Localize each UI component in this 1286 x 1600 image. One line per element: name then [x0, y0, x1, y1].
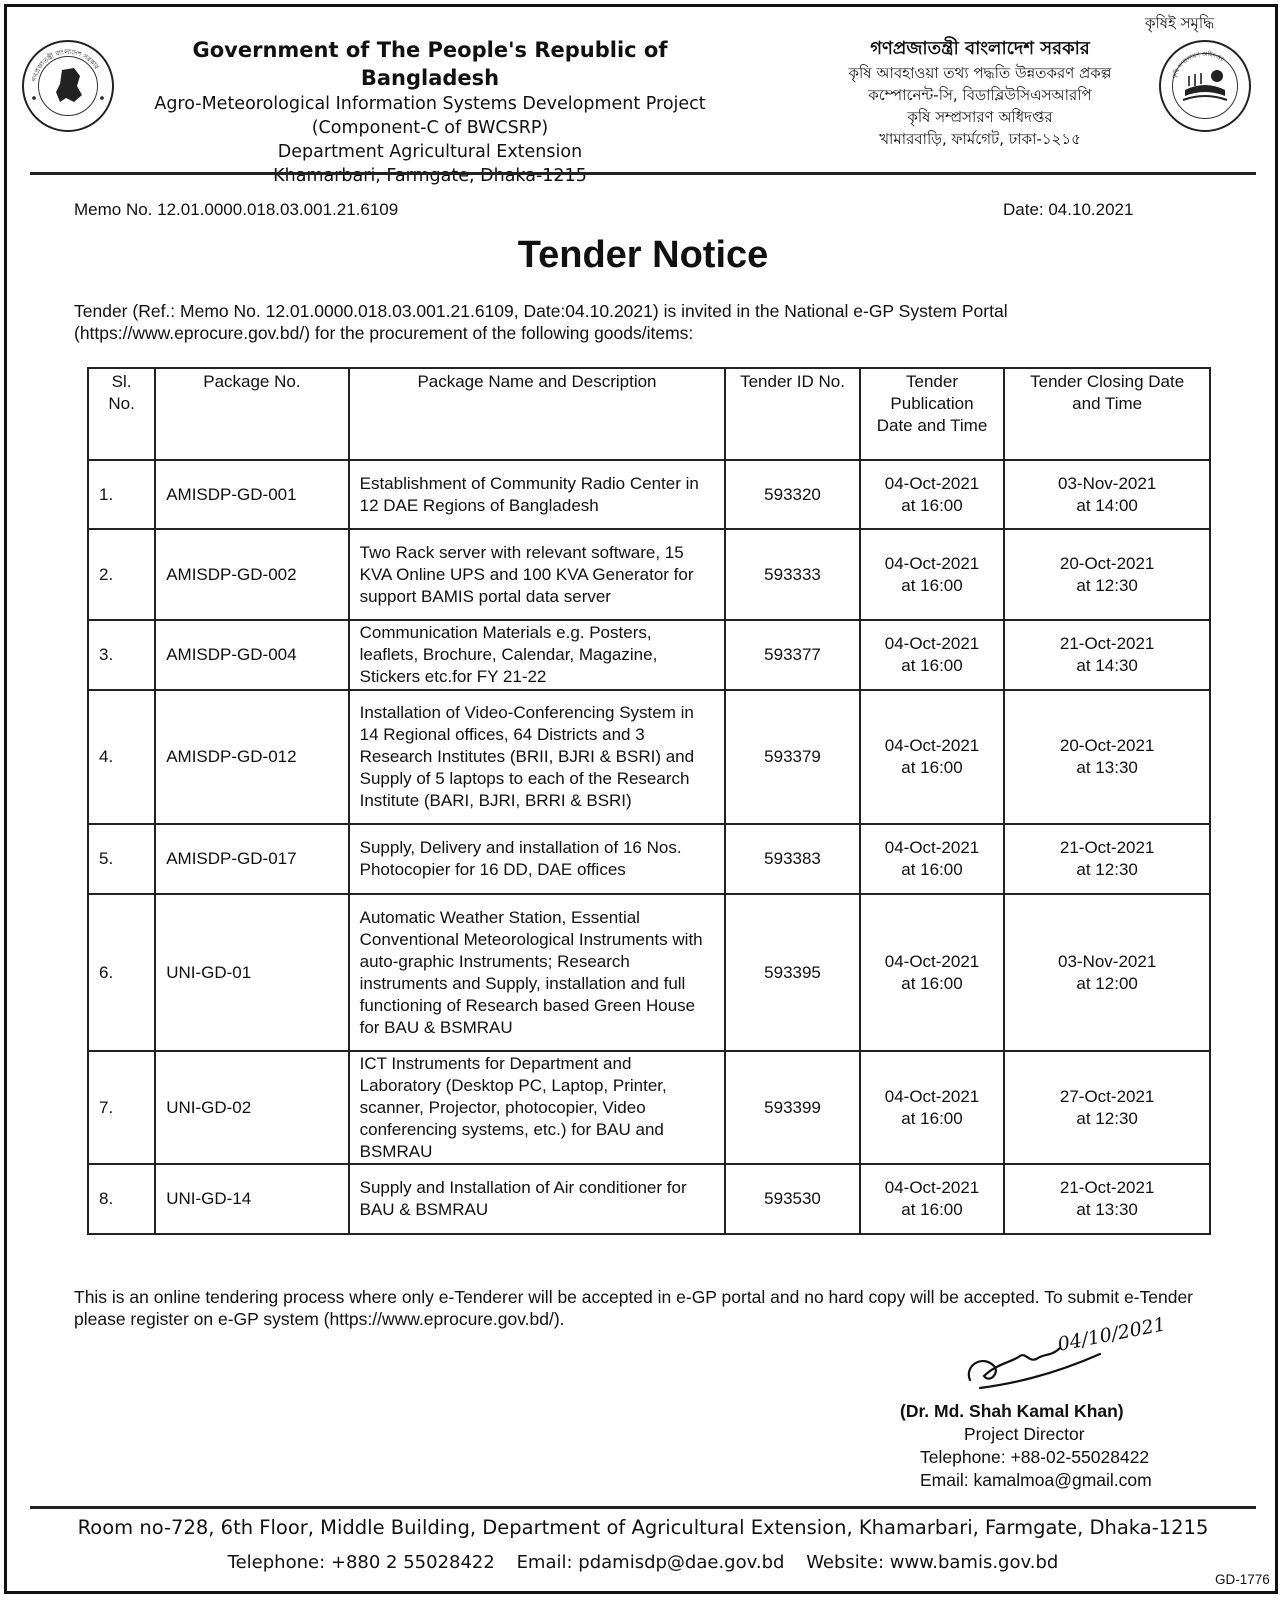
table-header-row: [88, 368, 1210, 460]
publication-time: at 16:00: [901, 1200, 963, 1219]
cell-sl: 5.: [88, 824, 155, 894]
cell-tender-id: 593333: [725, 529, 859, 620]
cell-closing: [1004, 1164, 1210, 1234]
col-header-tender-id: Tender ID No.: [725, 368, 859, 460]
table-row: [88, 1164, 1210, 1234]
cell-description: Establishment of Community Radio Center in 12 DAE Regions of Bangladesh: [349, 460, 726, 529]
cell-sl: 6.: [88, 894, 155, 1051]
cell-publication: [860, 620, 1005, 690]
publication-time: at 16:00: [901, 495, 963, 515]
cell-closing: [1004, 690, 1210, 824]
publication-time: at 16:00: [901, 758, 963, 777]
closing-date: 03-Nov-2021: [1058, 473, 1157, 493]
cell-package-no: AMISDP-GD-012: [155, 690, 348, 824]
col-header-package-no: Package No.: [155, 368, 348, 460]
closing-time: at 12:30: [1076, 575, 1138, 595]
closing-date: 21-Oct-2021: [1059, 1178, 1155, 1197]
cell-publication: [860, 1051, 1005, 1164]
cell-closing: [1004, 1051, 1210, 1164]
cell-sl: 4.: [88, 690, 155, 824]
svg-text:কৃষি সম্প্রসারণ অধিদপ্তর: কৃষি সম্প্রসারণ অধিদপ্তর: [1171, 50, 1226, 80]
cell-tender-id: 593530: [725, 1164, 859, 1234]
cell-sl: 3.: [88, 620, 155, 690]
cell-description: Automatic Weather Station, Essential Conventional Meteorological Instruments with auto-graphic Instruments; Research instruments and Supply, installation and full functioning of Research based Green House for BAU & BSMRAU: [349, 894, 726, 1051]
publication-date: 04-Oct-2021: [884, 736, 980, 755]
cell-package-no: AMISDP-GD-002: [155, 529, 348, 620]
bangla-component-name: কম্পোনেন্ট-সি, বিডাব্লিউসিএসআরপি: [868, 86, 1092, 104]
page-title: Tender Notice: [517, 234, 769, 276]
cell-sl: 8.: [88, 1164, 155, 1234]
signatory-name: (Dr. Md. Shah Kamal Khan): [900, 1401, 1124, 1421]
signature-date: 04/10/2021: [1055, 1313, 1168, 1356]
bangla-letterhead: [830, 36, 1130, 150]
department-address: Khamarbari, Farmgate, Dhaka-1215: [273, 166, 587, 186]
department-name: Department Agricultural Extension: [277, 142, 583, 162]
cell-publication: [860, 824, 1005, 894]
closing-time: at 14:30: [1076, 656, 1138, 675]
closing-date: 20-Oct-2021: [1059, 553, 1155, 573]
publication-date: 04-Oct-2021: [884, 1086, 980, 1106]
bangla-letterhead-title: গণপ্রজাতন্ত্রী বাংলাদেশ সরকার: [870, 38, 1090, 59]
bangla-project-name: কৃষি আবহাওয়া তথ্য পদ্ধতি উন্নতকরণ প্রকল্প: [848, 64, 1112, 82]
farming-emblem-icon: [1159, 40, 1251, 132]
cell-tender-id: 593399: [725, 1051, 859, 1164]
cell-description: Supply and Installation of Air conditioner for BAU & BSMRAU: [349, 1164, 726, 1234]
cell-publication: [860, 529, 1005, 620]
table-row: [88, 620, 1210, 690]
english-letterhead-title: Government of The People's Republic of Bangladesh: [192, 38, 668, 90]
component-name: (Component-C of BWCSRP): [311, 118, 549, 138]
publication-date: 04-Oct-2021: [884, 634, 980, 653]
signatory-telephone: Telephone: +88-02-55028422: [920, 1447, 1150, 1467]
cell-tender-id: 593377: [725, 620, 859, 690]
footer-address: Room no-728, 6th Floor, Middle Building, Department of Agricultural Extension, Khamarbari, Farmgate, Dhaka-1215: [77, 1516, 1209, 1539]
closing-time: at 12:00: [1076, 973, 1138, 993]
closing-date: 03-Nov-2021: [1058, 951, 1157, 971]
cell-description: Communication Materials e.g. Posters, leaflets, Brochure, Calendar, Magazine, Stickers etc.for FY 21-22: [349, 620, 726, 690]
cell-publication: [860, 460, 1005, 529]
slogan: কৃষিই সমৃদ্ধি: [1145, 14, 1215, 32]
memo-date: Date: 04.10.2021: [1003, 200, 1134, 219]
cell-closing: [1004, 460, 1210, 529]
memo-number: Memo No. 12.01.0000.018.03.001.21.6109: [74, 200, 399, 219]
signatory-email: Email: kamalmoa@gmail.com: [920, 1470, 1152, 1490]
publication-time: at 16:00: [901, 973, 963, 993]
intro-paragraph: Tender (Ref.: Memo No. 12.01.0000.018.03.001.21.6109, Date:04.10.2021) is invited in the National e-GP System Portal (https://www.eprocure.gov.bd/) for the procurement of the following goods/items:: [74, 301, 1008, 343]
cell-package-no: UNI-GD-14: [155, 1164, 348, 1234]
cell-publication: [860, 894, 1005, 1051]
cell-tender-id: 593383: [725, 824, 859, 894]
footer-divider: [30, 1506, 1256, 1509]
cell-description: Two Rack server with relevant software, 15 KVA Online UPS and 100 KVA Generator for support BAMIS portal data server: [349, 529, 726, 620]
col-header-publication: Tender Publication Date and Time: [860, 368, 1005, 460]
col-header-description: Package Name and Description: [349, 368, 726, 460]
table-row: [88, 529, 1210, 620]
publication-time: at 16:00: [901, 656, 963, 675]
project-name: Agro-Meteorological Information Systems Development Project: [154, 94, 706, 114]
cell-package-no: UNI-GD-01: [155, 894, 348, 1051]
cell-package-no: AMISDP-GD-004: [155, 620, 348, 690]
footer-telephone: Telephone: +880 2 55028422: [227, 1552, 495, 1573]
cell-publication: [860, 1164, 1005, 1234]
publication-time: at 16:00: [901, 860, 963, 879]
closing-time: at 13:30: [1076, 758, 1138, 777]
cell-description: ICT Instruments for Department and Laboratory (Desktop PC, Laptop, Printer, scanner, Projector, photocopier, Video conferencing systems, etc.) for BAU and BSMRAU: [349, 1051, 726, 1164]
footnote-paragraph: This is an online tendering process where only e-Tenderer will be accepted in e-GP portal and no hard copy will be accepted. To submit e-Tender please register on e-GP system (https://www.eprocure.gov.bd/).: [74, 1287, 1194, 1329]
closing-time: at 14:00: [1076, 495, 1138, 515]
publication-time: at 16:00: [901, 575, 963, 595]
bangla-department-address: খামারবাড়ি, ফার্মগেট, ঢাকা-১২১৫: [879, 130, 1081, 148]
bangladesh-map-icon: [22, 40, 114, 132]
signatory-block: [900, 1400, 1200, 1492]
table-row: [88, 894, 1210, 1051]
cell-description: Supply, Delivery and installation of 16 Nos. Photocopier for 16 DD, DAE offices: [349, 824, 726, 894]
table-row: [88, 690, 1210, 824]
cell-sl: 1.: [88, 460, 155, 529]
cell-tender-id: 593395: [725, 894, 859, 1051]
svg-text:গণপ্রজাতন্ত্রী বাংলাদেশ সরকার: গণপ্রজাতন্ত্রী বাংলাদেশ সরকার: [30, 47, 101, 83]
cell-closing: [1004, 529, 1210, 620]
tender-table: [87, 367, 1211, 1235]
footer-contacts: [0, 1552, 1286, 1573]
table-row: [88, 1051, 1210, 1164]
closing-date: 27-Oct-2021: [1059, 1086, 1155, 1106]
col-header-sl: Sl. No.: [88, 368, 155, 460]
cell-package-no: UNI-GD-02: [155, 1051, 348, 1164]
cell-description: Installation of Video-Conferencing System in 14 Regional offices, 64 Districts and 3 Research Institutes (BRII, BJRI & BSRI) and Supply of 5 laptops to each of the Research Institute (BARI, BJRI, BRRI & BSRI): [349, 690, 726, 824]
closing-date: 20-Oct-2021: [1059, 736, 1155, 755]
footer-email: Email: pdamisdp@dae.gov.bd: [516, 1552, 785, 1573]
footer-website: Website: www.bamis.gov.bd: [806, 1552, 1059, 1573]
cell-publication: [860, 690, 1005, 824]
cell-package-no: AMISDP-GD-001: [155, 460, 348, 529]
publication-date: 04-Oct-2021: [884, 473, 980, 493]
signatory-title: Project Director: [964, 1424, 1085, 1444]
publication-date: 04-Oct-2021: [884, 1178, 980, 1197]
cell-closing: [1004, 620, 1210, 690]
table-row: [88, 824, 1210, 894]
closing-time: at 12:30: [1076, 1108, 1138, 1128]
closing-time: at 12:30: [1076, 860, 1138, 879]
table-row: [88, 460, 1210, 529]
closing-date: 21-Oct-2021: [1059, 634, 1155, 653]
header-divider: [30, 172, 1256, 175]
publication-date: 04-Oct-2021: [884, 838, 980, 857]
english-letterhead: [120, 36, 740, 188]
closing-date: 21-Oct-2021: [1059, 838, 1155, 857]
cell-closing: [1004, 824, 1210, 894]
closing-time: at 13:30: [1076, 1200, 1138, 1219]
cell-package-no: AMISDP-GD-017: [155, 824, 348, 894]
bangla-department-name: কৃষি সম্প্রসারণ অধিদপ্তর: [907, 108, 1053, 126]
cell-tender-id: 593379: [725, 690, 859, 824]
document-code: GD-1776: [1215, 1572, 1270, 1587]
cell-closing: [1004, 894, 1210, 1051]
cell-sl: 2.: [88, 529, 155, 620]
publication-time: at 16:00: [901, 1108, 963, 1128]
publication-date: 04-Oct-2021: [884, 951, 980, 971]
cell-tender-id: 593320: [725, 460, 859, 529]
cell-sl: 7.: [88, 1051, 155, 1164]
col-header-closing: Tender Closing Date and Time: [1004, 368, 1210, 460]
publication-date: 04-Oct-2021: [884, 553, 980, 573]
